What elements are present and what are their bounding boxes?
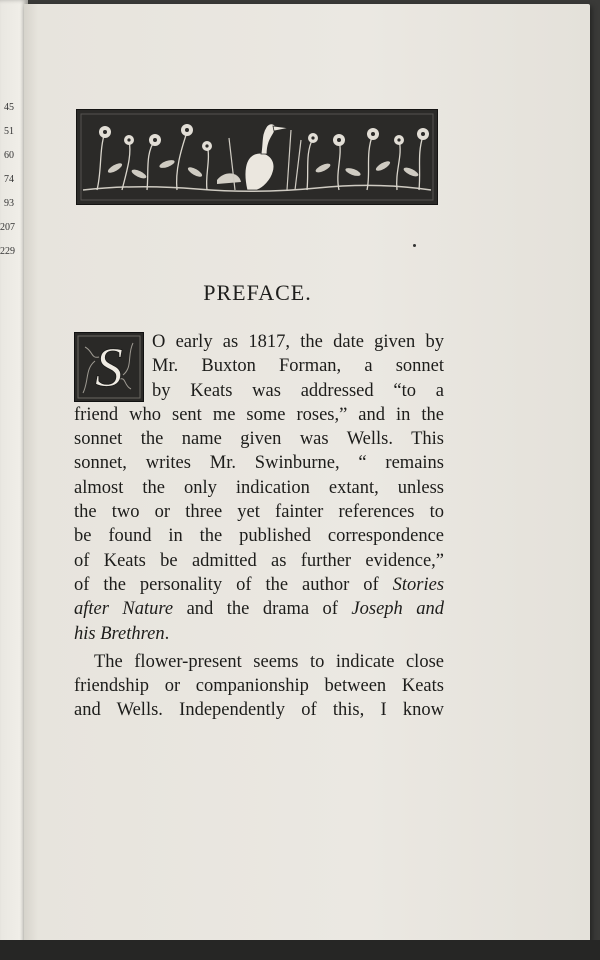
left-page-number: 51 [4, 126, 14, 137]
drop-cap-ornament [75, 333, 143, 401]
left-page-number: 45 [4, 102, 14, 113]
text-line: sonnet, writes Mr. Swinburne, “ remains [74, 453, 444, 474]
text-line: and Wells. Independently of this, I know [74, 700, 444, 721]
italic-title: after Nature [74, 599, 174, 620]
text-fragment: of the personality of the author of [74, 574, 379, 595]
left-page-number: 207 [0, 222, 15, 233]
italic-title: his Brethren [74, 623, 165, 644]
paragraph-2 [74, 650, 444, 723]
book-bottom-shadow [0, 940, 600, 960]
text-fragment: and the drama of [173, 599, 352, 620]
drop-cap-letter: S [95, 337, 123, 399]
text-line: The flower-present seems to indicate close [94, 651, 444, 672]
text-line: Mr. Buxton Forman, a sonnet [152, 356, 444, 377]
text-line: almost the only indication extant, unless [74, 477, 444, 498]
text-line-with-italic [74, 597, 444, 621]
italic-title: Stories [392, 574, 445, 595]
left-page-number: 229 [0, 246, 15, 257]
text-line-with-italic [74, 573, 444, 597]
left-page-number: 60 [4, 150, 14, 161]
page-title: PREFACE. [203, 280, 312, 305]
floral-heron-ornament [77, 110, 437, 204]
drop-cap-s [74, 332, 144, 402]
ornamental-headpiece [76, 109, 438, 205]
text-line: friend who sent me some roses,” and in the [74, 404, 444, 425]
text-line: sonnet the name given was Wells. This [74, 429, 444, 450]
text-line: the two or three yet fainter references to [74, 502, 444, 523]
italic-title: Joseph and [351, 599, 444, 620]
text-line: friendship or companionship between Keats [74, 676, 444, 697]
left-page-number: 74 [4, 174, 14, 185]
stray-dot [413, 244, 416, 247]
text-line: by Keats was addressed “to a [152, 380, 444, 401]
text-line: of Keats be admitted as further evidence,” [74, 550, 444, 571]
text-line-with-italic [74, 622, 444, 646]
text-line: be found in the published correspondence [74, 526, 444, 547]
left-page-numbers [0, 96, 14, 264]
text-line: O early as 1817, the date given by [152, 332, 444, 352]
left-page-number: 93 [4, 198, 14, 209]
preface-body [74, 330, 444, 723]
text-fragment: . [164, 623, 170, 644]
